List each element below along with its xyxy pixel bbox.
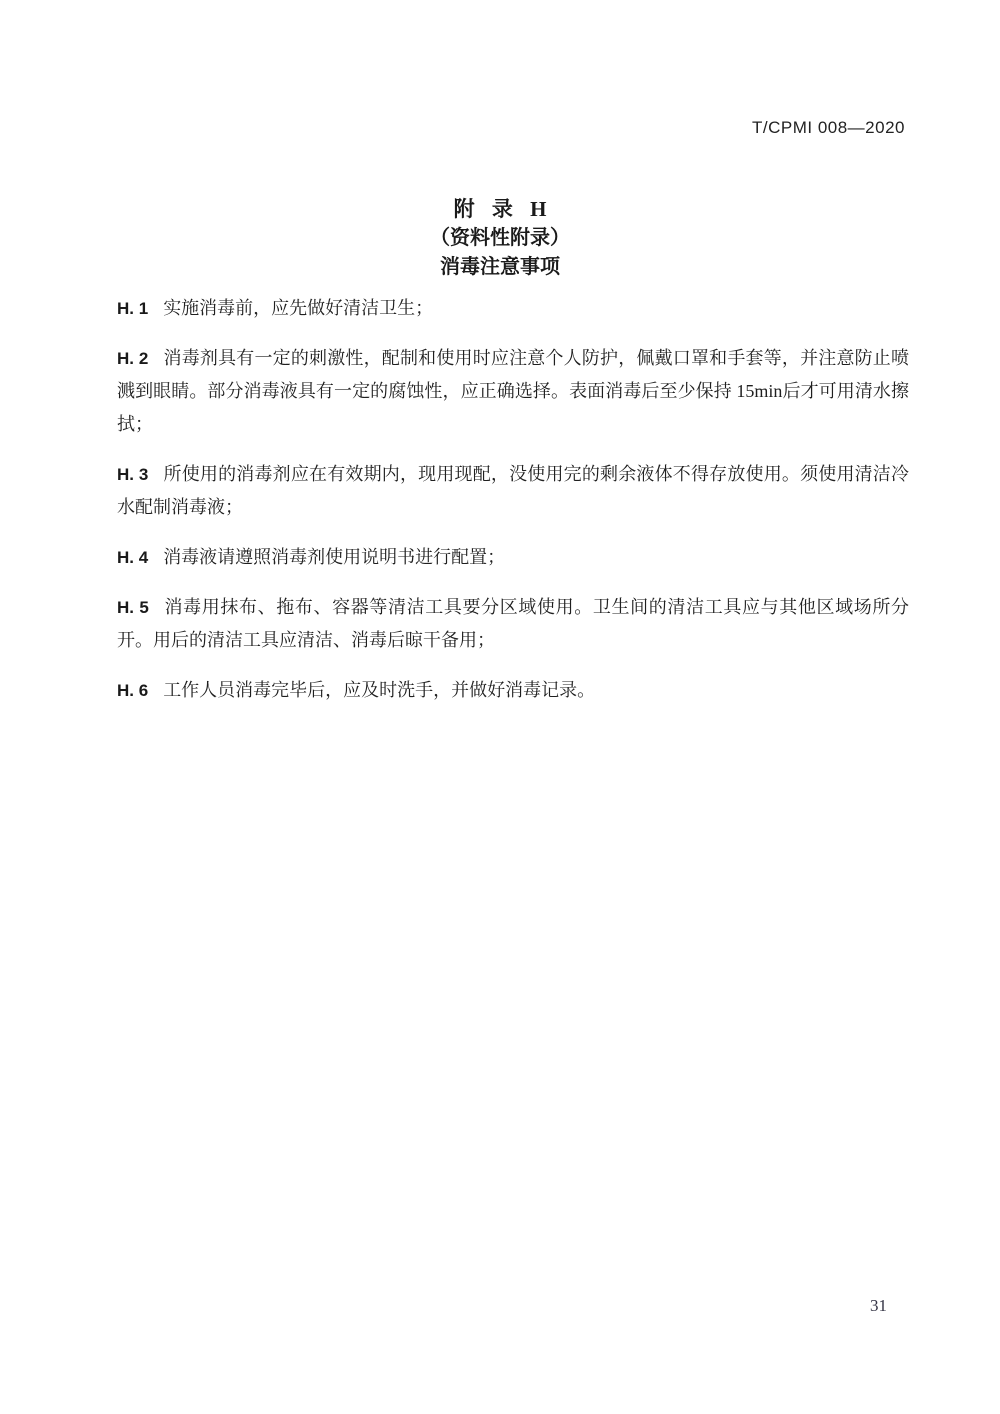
clause xyxy=(117,674,909,707)
clause-text: 实施消毒前，应先做好清洁卫生； xyxy=(163,298,434,318)
clause-label: H. 6 xyxy=(117,681,149,700)
appendix-title-line1: 附 录 H xyxy=(453,197,547,221)
clause-label: H. 1 xyxy=(117,299,149,318)
doc-header xyxy=(752,118,905,138)
clause-label: H. 2 xyxy=(117,349,149,368)
doc-code: T/CPMI 008—2020 xyxy=(751,118,905,137)
clause-text: 消毒液请遵照消毒剂使用说明书进行配置； xyxy=(163,547,506,567)
clause-text: 消毒剂具有一定的刺激性，配制和使用时应注意个人防护，佩戴口罩和手套等，并注意防止喷溅到眼睛。部分消毒液具有一定的腐蚀性，应正确选择。表面消毒后至少保持 15min后才可用清水擦拭； xyxy=(117,348,909,434)
clause-label: H. 5 xyxy=(117,598,149,617)
clause-text: 所使用的消毒剂应在有效期内，现用现配，没使用完的剩余液体不得存放使用。须使用清洁冷水配制消毒液； xyxy=(117,464,909,517)
clause xyxy=(117,458,909,524)
clause-label: H. 3 xyxy=(117,465,149,484)
clause xyxy=(117,292,909,325)
clause-label: H. 4 xyxy=(117,548,149,567)
clause xyxy=(117,541,909,574)
clause-text: 消毒用抹布、拖布、容器等清洁工具要分区域使用。卫生间的清洁工具应与其他区域场所分开。用后的清洁工具应清洁、消毒后晾干备用； xyxy=(117,597,909,650)
clause-text: 工作人员消毒完毕后，应及时洗手，并做好消毒记录。 xyxy=(163,680,596,700)
page-number: 31 xyxy=(870,1296,887,1315)
clause-list xyxy=(117,292,909,724)
appendix-title xyxy=(0,196,1000,280)
clause xyxy=(117,342,909,441)
clause xyxy=(117,591,909,657)
appendix-title-line2: （资料性附录） xyxy=(430,227,570,249)
appendix-title-line3: 消毒注意事项 xyxy=(440,256,560,278)
